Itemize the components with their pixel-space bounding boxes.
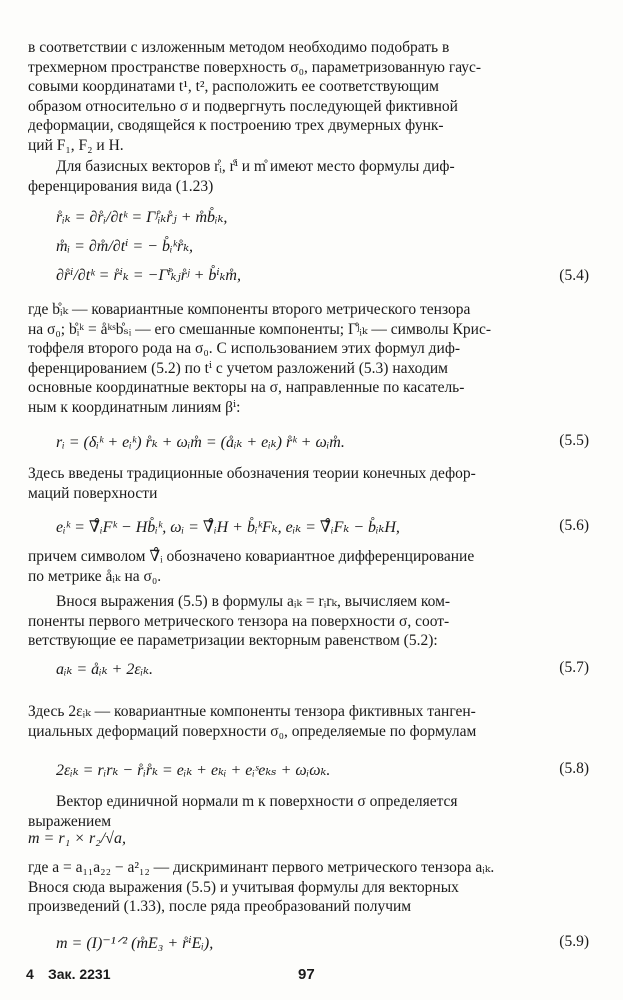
equation-number: (5.9) [559, 933, 589, 950]
equation-number: (5.5) [559, 432, 589, 449]
text-line: Здесь введены традиционные обозначения теории конечных дефор- [28, 465, 476, 482]
text-line: Вектор единичной нормали m к поверхности σ определяется [56, 793, 458, 810]
text-line: в соответствии с изложенным методом необходимо подобрать в [28, 39, 450, 56]
paragraph-normal-vector [28, 792, 588, 831]
equation-number: (5.8) [559, 760, 589, 777]
text-line: Внося выражения (5.5) в формулы aᵢₖ = rᵢrₖ, вычисляем ком- [56, 593, 451, 610]
text-line: ференцирования вида (1.23) [28, 177, 214, 195]
text-line: трехмерном пространстве поверхность σ₀, параметризованную гаус- [28, 58, 482, 76]
equation-5-4-line-1: r̊ᵢₖ = ∂r̊ᵢ/∂tᵏ = Γ̊ʲᵢₖr̊ⱼ + m̊b̊ᵢₖ, [56, 209, 228, 226]
text-line: причем символом ∇̊ᵢ обозначено ковариантное дифференцирование [28, 548, 475, 565]
text-line: маций поверхности [28, 484, 158, 502]
text-line: ным к координатным линиям βⁱ: [28, 398, 241, 416]
text-line: Для базисных векторов r̊ᵢ, r̊ⁱ и m̊ имеют место формулы диф- [56, 158, 455, 175]
equation-5-4-line-2: m̊ᵢ = ∂m̊/∂tⁱ = − b̊ᵢᵏr̊ₖ, [56, 238, 194, 255]
text-line: ференцированием (5.2) по tⁱ с учетом разложений (5.3) находим [28, 359, 448, 377]
text-line: совыми координатами t¹, t², расположить ее соответствующим [28, 78, 439, 95]
equation-5-5: rᵢ = (δᵢᵏ + eᵢᵏ) r̊ₖ + ωᵢm̊ = (åᵢₖ + eᵢₖ) r̊ᵏ + ωᵢm̊. [56, 434, 345, 451]
paragraph-fictive-deformations [28, 702, 588, 741]
text-line: Здесь 2εᵢₖ — ковариантные компоненты тензора фиктивных танген- [28, 703, 476, 720]
paragraph-covariant [28, 547, 588, 586]
equation-normal: m = r₁ × r₂/√a, [28, 830, 126, 847]
paragraph-intro [28, 38, 588, 155]
text-line: где b̊ᵢₖ — ковариантные компоненты второго метрического тензора [28, 301, 471, 318]
text-line: ций F₁, F₂ и H. [28, 136, 124, 154]
paragraph-metric-tensor [28, 592, 588, 651]
text-line: деформации, сводящейся к построению трех двумерных функ- [28, 117, 444, 134]
text-line: ветствующие ее параметризации векторным равенством (5.2): [28, 632, 438, 649]
equation-5-6: eᵢᵏ = ∇̊ᵢFᵏ − Hb̊ᵢᵏ, ωᵢ = ∇̊ᵢH + b̊ᵢᵏFₖ, eᵢₖ = ∇̊ᵢFₖ − b̊ᵢₖH, [56, 519, 400, 536]
text-line: выражением [28, 812, 112, 830]
text-line: тоффеля второго рода на σ₀. С использованием этих формул диф- [28, 340, 461, 357]
equation-5-4-line-3: ∂r̊ⁱ/∂tᵏ = r̊ⁱₖ = −Γ̊ⁱₖⱼr̊ʲ + b̊ⁱₖm̊, [56, 267, 241, 284]
text-line: на σ₀; b̊ᵢᵏ = åᵏˢb̊ₛᵢ — его смешанные компоненты; Γ̊ʲᵢₖ — символы Крис- [28, 320, 491, 338]
text-line: Внося сюда выражения (5.5) и учитывая формулы для векторных [28, 878, 459, 896]
equation-5-7: aᵢₖ = åᵢₖ + 2εᵢₖ. [56, 661, 153, 678]
equation-number: (5.6) [559, 517, 589, 534]
sheet-signature: 4 [26, 966, 34, 982]
equation-number: (5.7) [559, 659, 589, 676]
text-line: циальных деформаций поверхности σ₀, определяемые по формулам [28, 722, 477, 740]
text-line: произведений (1.33), после ряда преобразований получим [28, 898, 412, 915]
text-line: основные координатные векторы на σ, направленные по касатель- [28, 379, 465, 396]
equation-5-8: 2εᵢₖ = rᵢrₖ − r̊ᵢr̊ₖ = eᵢₖ + eₖᵢ + eᵢˢeₖₛ + ωᵢωₖ. [56, 762, 331, 779]
print-order: Зак. 2231 [48, 966, 111, 982]
text-line: поненты первого метрического тензора на поверхности σ, соот- [28, 612, 450, 630]
equation-number: (5.4) [559, 267, 589, 284]
paragraph-coordinate-vectors [28, 300, 588, 417]
page-number: 97 [298, 966, 315, 983]
text-line: образом относительно σ и подвергнуть последующей фиктивной [28, 97, 458, 115]
text-line: по метрике åᵢₖ на σ₀. [28, 567, 162, 585]
paragraph-basis-vectors [28, 157, 588, 196]
text-line: где a = a₁₁a₂₂ − a²₁₂ — дискриминант первого метрического тензора aᵢₖ. [28, 859, 495, 876]
paragraph-notation [28, 464, 588, 503]
equation-5-9: m = (I)⁻¹ᐟ² (m̊E₃ + r̊ⁱEᵢ), [56, 935, 214, 952]
paragraph-discriminant [28, 858, 588, 917]
